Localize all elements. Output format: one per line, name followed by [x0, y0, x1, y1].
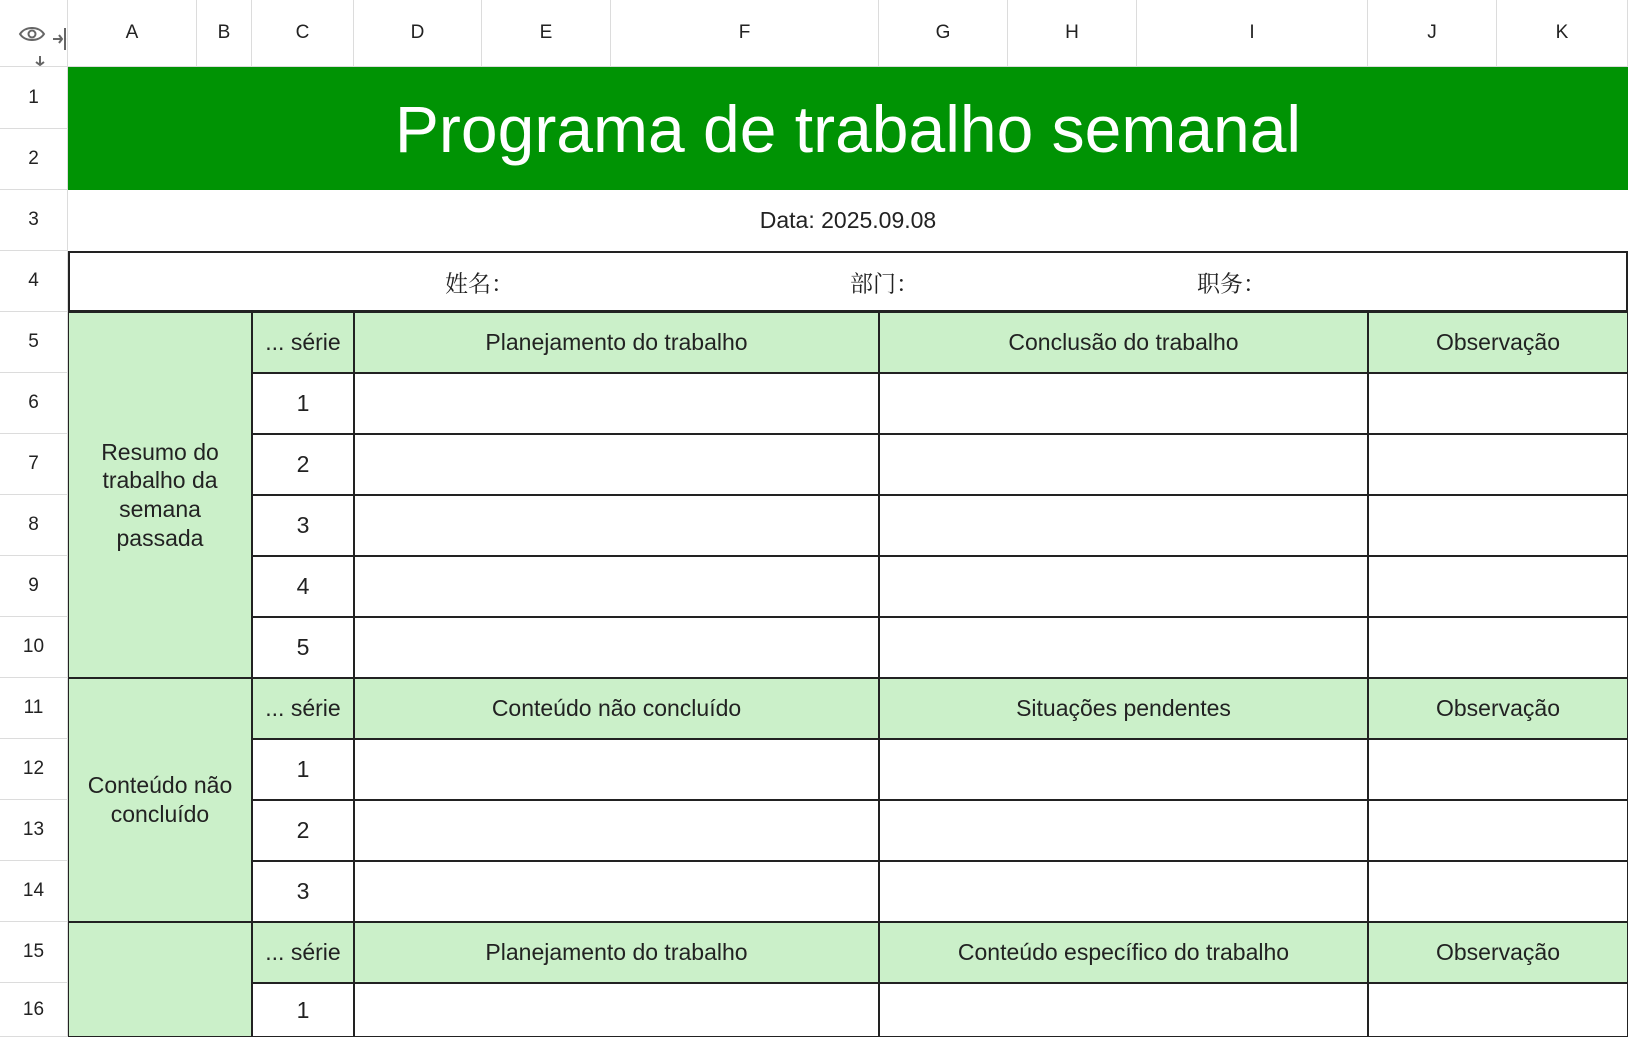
- row-header-3[interactable]: 3: [0, 190, 68, 251]
- eye-icon[interactable]: [18, 24, 46, 44]
- row-header-4[interactable]: 4: [0, 251, 68, 312]
- column-header-h[interactable]: H: [1008, 0, 1137, 67]
- unfinished-serie-header[interactable]: ... série: [252, 678, 354, 739]
- last-week-serie-3[interactable]: 3: [252, 495, 354, 556]
- position-label: 职务：: [1197, 270, 1266, 296]
- unfinished-col2-cell[interactable]: [879, 861, 1368, 922]
- unfinished-serie-2[interactable]: 2: [252, 800, 354, 861]
- row-header-12[interactable]: 12: [0, 739, 68, 800]
- row-header-11[interactable]: 11: [0, 678, 68, 739]
- unfinished-col1-cell[interactable]: [354, 861, 879, 922]
- this-week-col1-cell[interactable]: [354, 983, 879, 1037]
- last-week-col2-cell[interactable]: [879, 495, 1368, 556]
- select-all-corner[interactable]: [0, 0, 68, 67]
- last-week-col3-cell[interactable]: [1368, 495, 1628, 556]
- last-week-col1-cell[interactable]: [354, 434, 879, 495]
- sheet-title[interactable]: Programa de trabalho semanal: [68, 67, 1628, 190]
- column-header-g[interactable]: G: [879, 0, 1008, 67]
- unfinished-label[interactable]: Conteúdo não concluído: [68, 678, 252, 922]
- last-week-col1-cell[interactable]: [354, 556, 879, 617]
- last-week-col1-cell[interactable]: [354, 617, 879, 678]
- row-header-6[interactable]: 6: [0, 373, 68, 434]
- last-week-serie-2[interactable]: 2: [252, 434, 354, 495]
- unfinished-serie-3[interactable]: 3: [252, 861, 354, 922]
- this-week-serie-1[interactable]: 1: [252, 983, 354, 1037]
- column-header-c[interactable]: C: [252, 0, 354, 67]
- last-week-col2-cell[interactable]: [879, 617, 1368, 678]
- last-week-col1-cell[interactable]: [354, 373, 879, 434]
- row-header-7[interactable]: 7: [0, 434, 68, 495]
- row-header-16[interactable]: 16: [0, 983, 68, 1037]
- collapse-columns-icon[interactable]: [50, 26, 68, 52]
- this-week-label[interactable]: [68, 922, 252, 1037]
- unfinished-col2-cell[interactable]: [879, 800, 1368, 861]
- row-header-5[interactable]: 5: [0, 312, 68, 373]
- dept-label: 部门：: [850, 270, 919, 296]
- this-week-col2-header[interactable]: Conteúdo específico do trabalho: [879, 922, 1368, 983]
- column-header-e[interactable]: E: [482, 0, 611, 67]
- unfinished-serie-1[interactable]: 1: [252, 739, 354, 800]
- row-header-14[interactable]: 14: [0, 861, 68, 922]
- column-header-k[interactable]: K: [1497, 0, 1628, 67]
- row-header-10[interactable]: 10: [0, 617, 68, 678]
- last-week-col1-header[interactable]: Planejamento do trabalho: [354, 312, 879, 373]
- last-week-col3-cell[interactable]: [1368, 556, 1628, 617]
- this-week-col1-header[interactable]: Planejamento do trabalho: [354, 922, 879, 983]
- last-week-col1-cell[interactable]: [354, 495, 879, 556]
- last-week-serie-5[interactable]: 5: [252, 617, 354, 678]
- column-header-j[interactable]: J: [1368, 0, 1497, 67]
- unfinished-col3-header[interactable]: Observação: [1368, 678, 1628, 739]
- last-week-col2-cell[interactable]: [879, 373, 1368, 434]
- last-week-col2-cell[interactable]: [879, 434, 1368, 495]
- last-week-serie-4[interactable]: 4: [252, 556, 354, 617]
- unfinished-col2-header[interactable]: Situações pendentes: [879, 678, 1368, 739]
- name-label: 姓名：: [445, 270, 514, 296]
- row-header-8[interactable]: 8: [0, 495, 68, 556]
- this-week-col3-cell[interactable]: [1368, 983, 1628, 1037]
- this-week-col2-cell[interactable]: [879, 983, 1368, 1037]
- unfinished-col2-cell[interactable]: [879, 739, 1368, 800]
- column-header-a[interactable]: A: [68, 0, 197, 67]
- info-row[interactable]: [68, 251, 1628, 312]
- row-header-15[interactable]: 15: [0, 922, 68, 983]
- column-header-d[interactable]: D: [354, 0, 482, 67]
- last-week-col2-header[interactable]: Conclusão do trabalho: [879, 312, 1368, 373]
- last-week-col3-cell[interactable]: [1368, 373, 1628, 434]
- column-header-f[interactable]: F: [611, 0, 879, 67]
- column-header-i[interactable]: I: [1137, 0, 1368, 67]
- last-week-label[interactable]: Resumo do trabalho da semana passada: [68, 312, 252, 678]
- collapse-rows-icon[interactable]: [26, 54, 54, 67]
- last-week-col3-cell[interactable]: [1368, 617, 1628, 678]
- last-week-col2-cell[interactable]: [879, 556, 1368, 617]
- last-week-col3-header[interactable]: Observação: [1368, 312, 1628, 373]
- this-week-col3-header[interactable]: Observação: [1368, 922, 1628, 983]
- last-week-serie-1[interactable]: 1: [252, 373, 354, 434]
- row-header-9[interactable]: 9: [0, 556, 68, 617]
- unfinished-col3-cell[interactable]: [1368, 739, 1628, 800]
- unfinished-col3-cell[interactable]: [1368, 800, 1628, 861]
- row-header-1[interactable]: 1: [0, 67, 68, 129]
- last-week-serie-header[interactable]: ... série: [252, 312, 354, 373]
- unfinished-col1-header[interactable]: Conteúdo não concluído: [354, 678, 879, 739]
- unfinished-col1-cell[interactable]: [354, 739, 879, 800]
- date-cell[interactable]: Data: 2025.09.08: [68, 190, 1628, 251]
- column-header-b[interactable]: B: [197, 0, 252, 67]
- row-header-13[interactable]: 13: [0, 800, 68, 861]
- row-header-2[interactable]: 2: [0, 129, 68, 190]
- last-week-col3-cell[interactable]: [1368, 434, 1628, 495]
- this-week-serie-header[interactable]: ... série: [252, 922, 354, 983]
- unfinished-col1-cell[interactable]: [354, 800, 879, 861]
- unfinished-col3-cell[interactable]: [1368, 861, 1628, 922]
